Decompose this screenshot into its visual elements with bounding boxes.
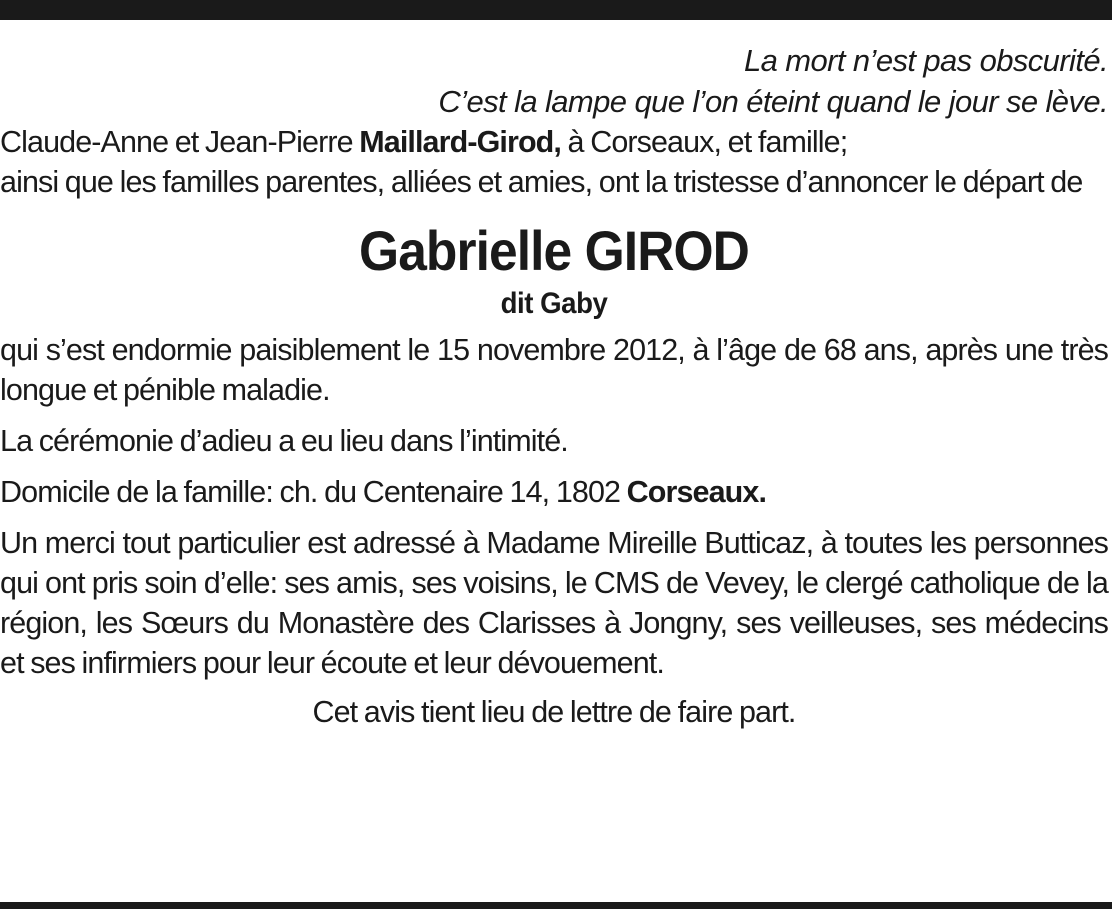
obituary-notice [0,40,1108,732]
domicile-city: Corseaux. [626,475,767,509]
intro-names: Claude-Anne et Jean-Pierre [0,125,360,159]
bottom-border-rule [0,902,1112,909]
deceased-nickname: dit Gaby [500,287,608,320]
closing-note: Cet avis tient lieu de lettre de faire part. [312,695,796,729]
intro-announcement: ainsi que les familles parentes, alliées et amies, ont la tristesse d’annoncer le départ de [0,165,1083,199]
intro-place: à Corseaux, et famille; [560,125,848,159]
ceremony-notice: La cérémonie d’adieu a eu lieu dans l’intimité. [0,424,568,458]
family-domicile [0,472,1108,512]
family-name: Maillard-Girod, [359,125,561,159]
quote-line-2: C’est la lampe que l’on éteint quand le jour se lève. [438,84,1108,119]
top-border-rule [0,0,1112,20]
deceased-name: Gabrielle GIROD [359,219,749,282]
domicile-address: Domicile de la famille: ch. du Centenaire 14, 1802 [0,475,627,509]
thanks-paragraph: Un merci tout particulier est adressé à Madame Mireille Butticaz, à toutes les personnes qui ont pris soin d’elle: ses amis, ses voisins, le CMS de Vevey, le clergé catholique de la région, les Sœurs du Monastère des Clarisses à Jongny, ses veilleuses, ses médecins et ses infirmiers pour leur écoute et leur dévouement. [0,526,1108,680]
epigraph-quote [0,40,1108,122]
death-notice: qui s’est endormie paisiblement le 15 novembre 2012, à l’âge de 68 ans, après une très longue et pénible maladie. [0,333,1108,407]
intro-line-1 [0,122,1108,162]
quote-line-1: La mort n’est pas obscurité. [744,43,1108,78]
